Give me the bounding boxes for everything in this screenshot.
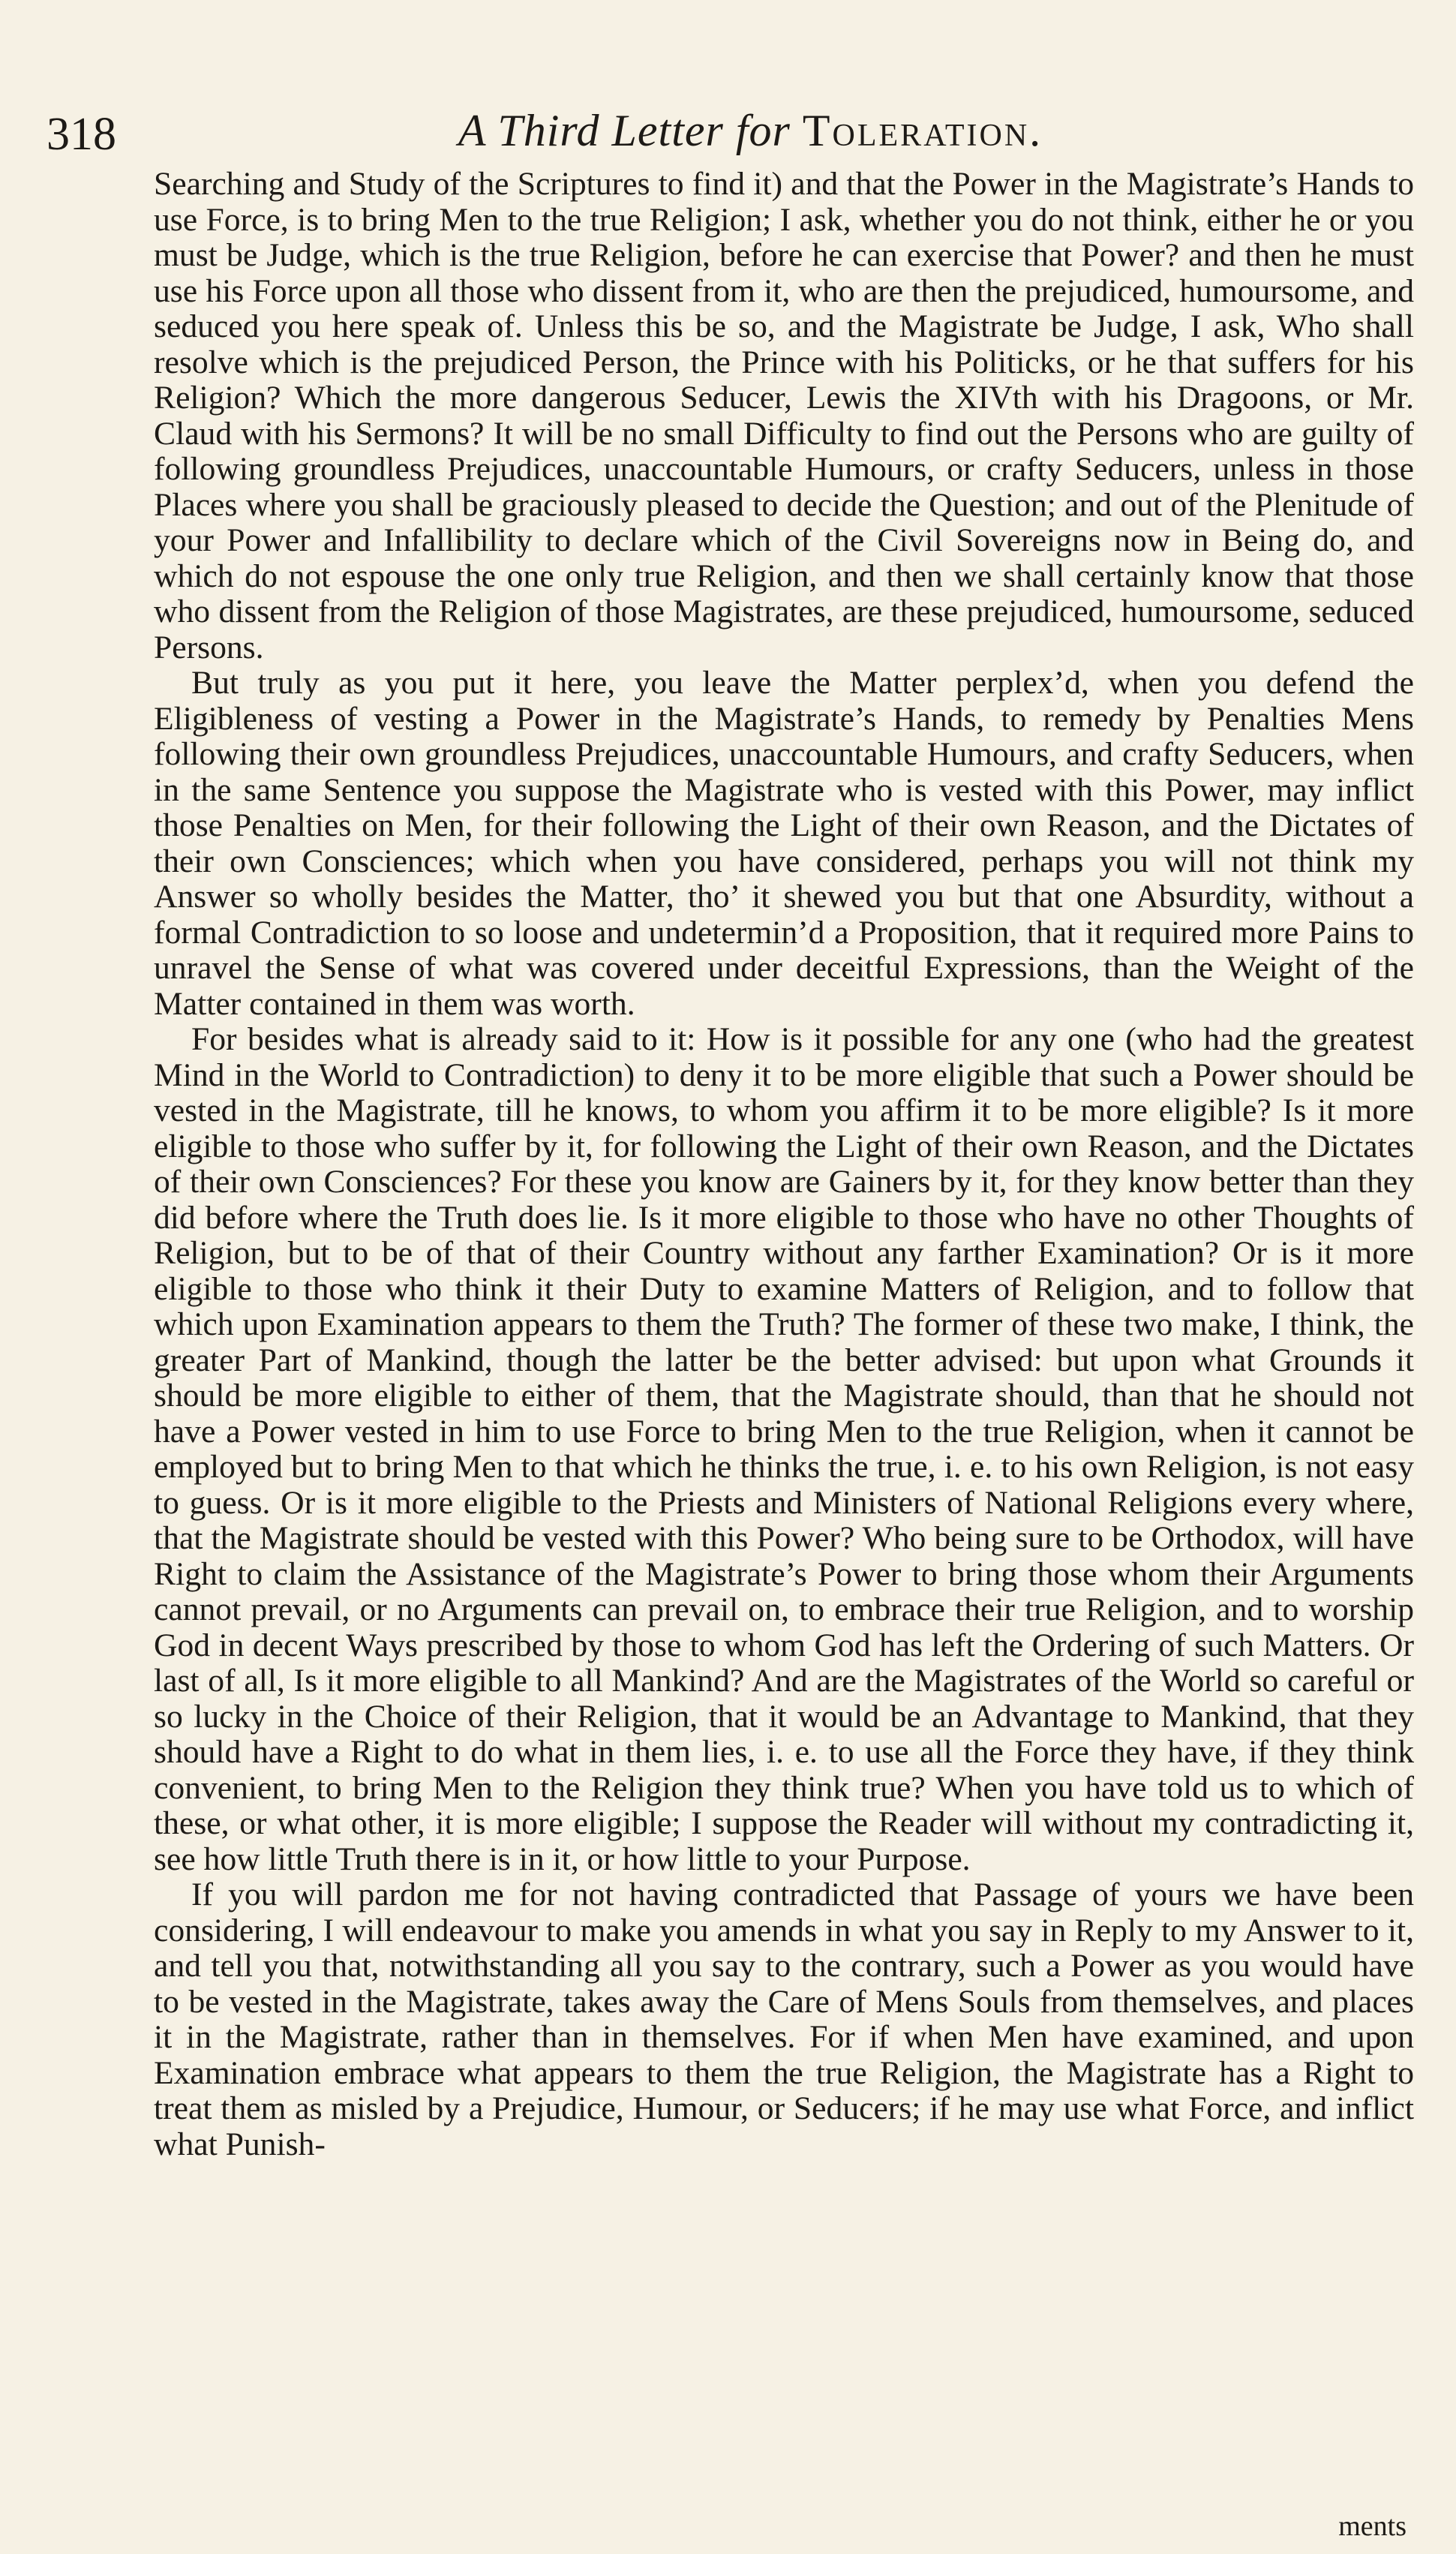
- running-title-caps: Toleration.: [802, 106, 1043, 155]
- body-text: [154, 167, 1414, 2162]
- running-title-italic: A Third Letter for: [458, 106, 803, 155]
- page-number: 318: [47, 109, 116, 160]
- running-title: [0, 105, 1456, 160]
- paragraph-4: If you will pardon me for not having contradicted that Passage of yours we have been considering, I will endeavour to make you amends in what you say in Reply to my Answer to it, and tell you that, notwithstanding all you say to the contrary, such a Power as you would have to be vested in the Magistrate, takes away the Care of Mens Souls from themselves, and places it in the Magistrate, rather than in themselves. For if when Men have examined, and upon Examination embrace what appears to them the true Religion, the Magistrate has a Right to treat them as misled by a Prejudice, Humour, or Seducers; if he may use what Force, and inflict what Punish-: [154, 1876, 1414, 2162]
- paragraph-3: For besides what is already said to it: How is it possible for any one (who had the greatest Mind in the World to Contradiction) to deny it to be more eligible that such a Power should be vested in the Magistrate, till he knows, to whom you affirm it to be more eligible? Is it more eligible to those who suffer by it, for following the Light of their own Reason, and the Dictates of their own Consciences? For these you know are Gainers by it, for they know better than they did before where the Truth does lie. Is it more eligible to those who have no other Thoughts of Religion, but to be of that of their Country without any farther Examination? Or is it more eligible to those who think it their Duty to examine Matters of Religion, and to follow that which upon Examination appears to them the Truth? The former of these two make, I think, the greater Part of Mankind, though the latter be the better advised: but upon what Grounds it should be more eligible to either of them, that the Magistrate should, than that he should not have a Power vested in him to use Force to bring Men to the true Religion, when it cannot be employed but to bring Men to that which he thinks the true, i. e. to his own Religion, is not easy to guess. Or is it more eligible to the Priests and Ministers of National Religions every where, that the Magistrate should be vested with this Power? Who being sure to be Orthodox, will have Right to claim the Assistance of the Magistrate’s Power to bring those whom their Arguments cannot prevail, or no Arguments can prevail on, to embrace their true Religion, and to worship God in decent Ways prescribed by those to whom God has left the Ordering of such Matters. Or last of all, Is it more eligible to all Mankind? And are the Magistrates of the World so careful or so lucky in the Choice of their Religion, that it would be an Advantage to Mankind, that they should have a Right to do what in them lies, i. e. to use all the Force they have, if they think convenient, to bring Men to the Religion they think true? When you have told us to which of these, or what other, it is more eligible; I suppose the Reader will without my contradicting it, see how little Truth there is in it, or how little to your Purpose.: [154, 1021, 1414, 1877]
- catchword: ments: [1338, 2510, 1406, 2542]
- paragraph-1: Searching and Study of the Scriptures to find it) and that the Power in the Magistrate’s Hands to use Force, is to bring Men to the true Religion; I ask, whether you do not think, either he or you must be Judge, which is the true Religion, before he can exercise that Power? and then he must use his Force upon all those who dissent from it, who are then the prejudiced, humoursome, and seduced you here speak of. Unless this be so, and the Magistrate be Judge, I ask, Who shall resolve which is the prejudiced Person, the Prince with his Politicks, or he that suffers for his Religion? Which the more dangerous Seducer, Lewis the XIVth with his Dragoons, or Mr. Claud with his Sermons? It will be no small Difficulty to find out the Persons who are guilty of following groundless Prejudices, unaccountable Humours, or crafty Seducers, unless in those Places where you shall be graciously pleased to decide the Question; and out of the Plenitude of your Power and Infallibility to declare which of the Civil Sovereigns now in Being do, and which do not espouse the one only true Religion, and then we shall certainly know that those who dissent from the Religion of those Magistrates, are these prejudiced, humoursome, seduced Persons.: [154, 166, 1414, 666]
- paragraph-2: But truly as you put it here, you leave the Matter perplex’d, when you defend the Eligibleness of vesting a Power in the Magistrate’s Hands, to remedy by Penalties Mens following their own groundless Prejudices, unaccountable Humours, and crafty Seducers, when in the same Sentence you suppose the Magistrate who is vested with this Power, may inflict those Penalties on Men, for their following the Light of their own Reason, and the Dictates of their own Consciences; which when you have considered, perhaps you will not think my Answer so wholly besides the Matter, tho’ it shewed you but that one Absurdity, without a formal Contradiction to so loose and undetermin’d a Proposition, that it required more Pains to unravel the Sense of what was covered under deceitful Expressions, than the Weight of the Matter contained in them was worth.: [154, 665, 1414, 1022]
